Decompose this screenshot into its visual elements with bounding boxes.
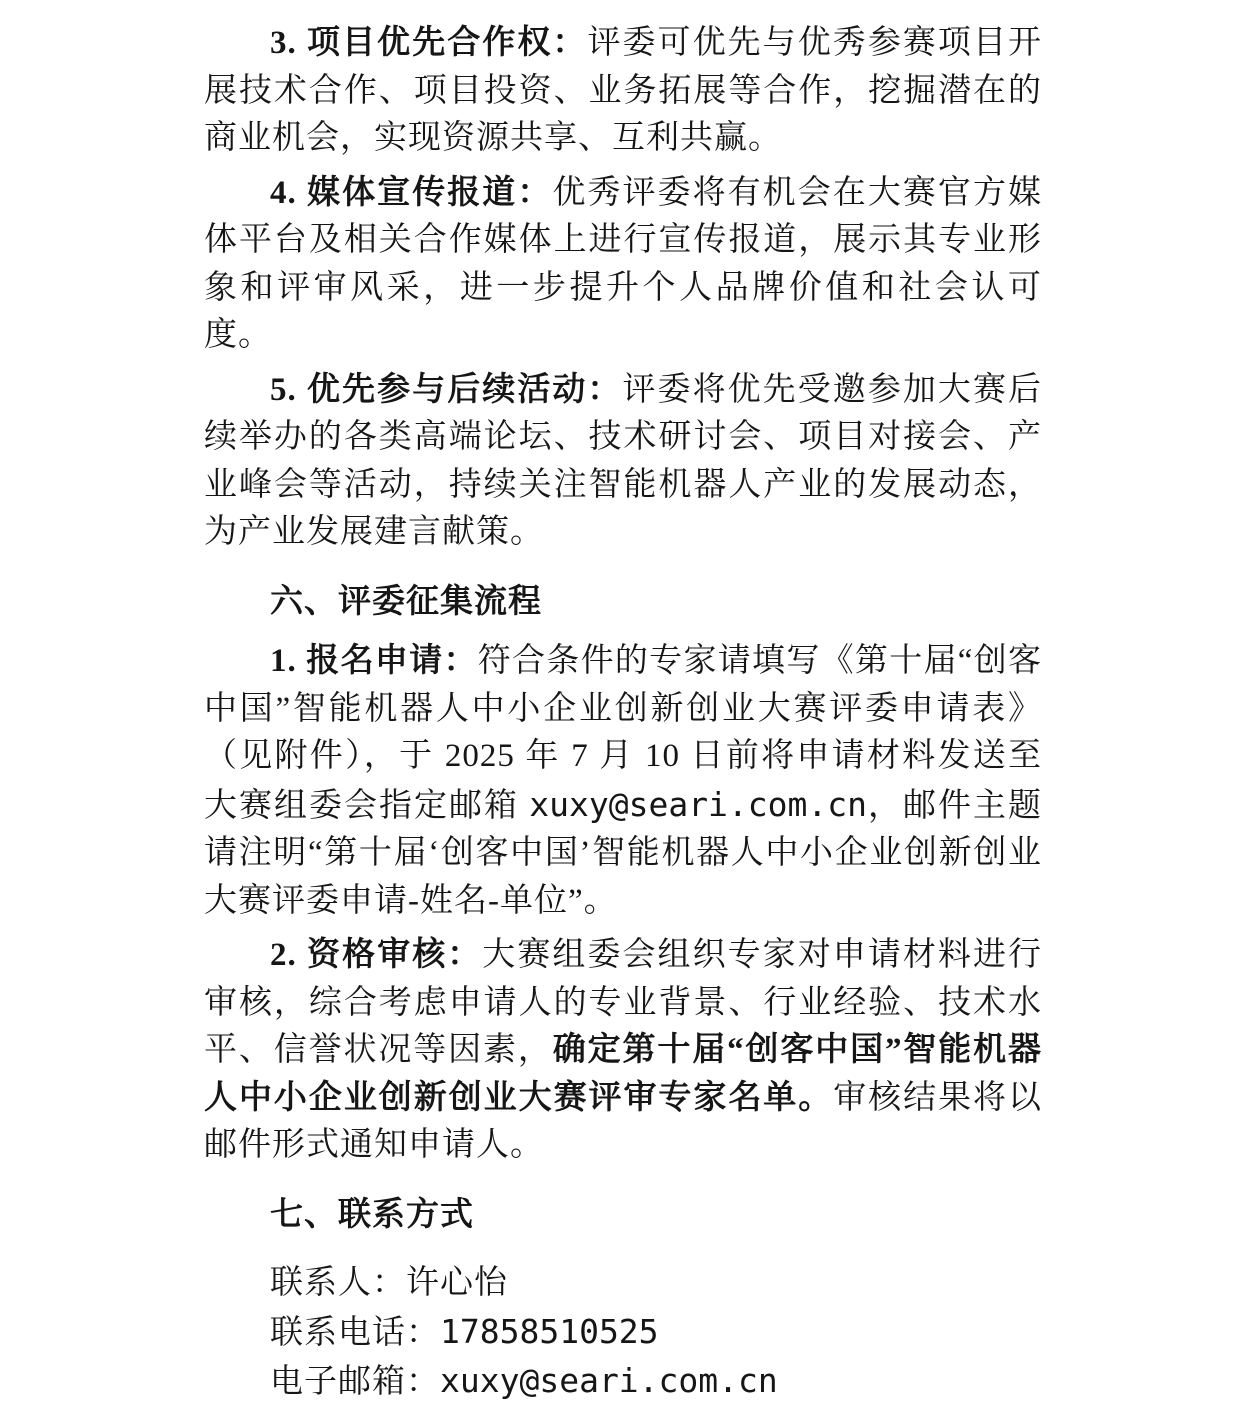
bold-text-run: 5. 优先参与后续活动： [270,371,623,408]
text-run: 评委将优先受邀参加大赛后续举办的各类高端论坛、技术研讨会、项目对接会、产业峰会等活动，持续关注智能机器人产业的发展动态，为产业发展建言献策。 [204,371,1043,550]
bold-text-run: 4. 媒体宣传报道： [270,174,553,211]
section-heading: 七、联系方式 [270,1194,474,1232]
paragraph [204,638,1042,925]
paragraph [204,367,1042,557]
bold-text-run: 3. 项目优先合作权： [270,25,588,61]
contact-label: 联系电话： [270,1314,440,1351]
document-body [204,20,1042,1407]
text-run: 优秀评委将有机会在大赛官方媒体平台及相关合作媒体上进行宣传报道，展示其专业形象和评审风采，进一步提升个人品牌价值和社会认可度。 [204,174,1043,353]
bold-text-run: 确定第十届“创客中国”智能机器人中小企业创新创业大赛评审专家名单。 [204,1032,1042,1116]
contact-value: 17858510525 [440,1311,659,1351]
text-run: 符合条件的专家请填写《第十届“创客中国”智能机器人中小企业创新创业大赛评委申请表》（见附件），于 2025 年 7 月 10 日前将申请材料发送至大赛组委会指定邮箱 [204,643,1042,824]
contact-value: 许心怡 [406,1265,508,1301]
bold-text-run: 2. 资格审核： [270,937,483,973]
contact-value: xuxy@seari.com.cn [440,1361,778,1400]
text-run: 大赛组委会组织专家对申请材料进行审核，综合考虑申请人的专业背景、行业经验、技术水平、信誉状况等因素， [204,937,1043,1068]
bold-text-run: 1. 报名申请： [270,643,478,679]
text-run: 审核结果将以邮件形式通知申请人。 [204,1079,1043,1163]
section-heading: 六、评委征集流程 [270,581,542,619]
contact-label: 联系人： [270,1265,406,1301]
text-run: xuxy@seari.com.cn [529,784,868,824]
text-run: 评委可优先与优秀参赛项目开展技术合作、项目投资、业务拓展等合作，挖掘潜在的商业机会，实现资源共享、互利共赢。 [204,25,1043,156]
paragraph [204,20,1042,163]
contact-line [204,1259,1042,1308]
text-run: ，邮件主题请注明“第十届‘创客中国’智能机器人中小企业创新创业大赛评委申请-姓名-单位”。 [204,787,1043,919]
paragraph [204,170,1042,360]
contact-label: 电子邮箱： [270,1364,440,1400]
contact-line [204,1357,1042,1407]
contact-line [204,1308,1042,1358]
paragraph [204,932,1042,1170]
